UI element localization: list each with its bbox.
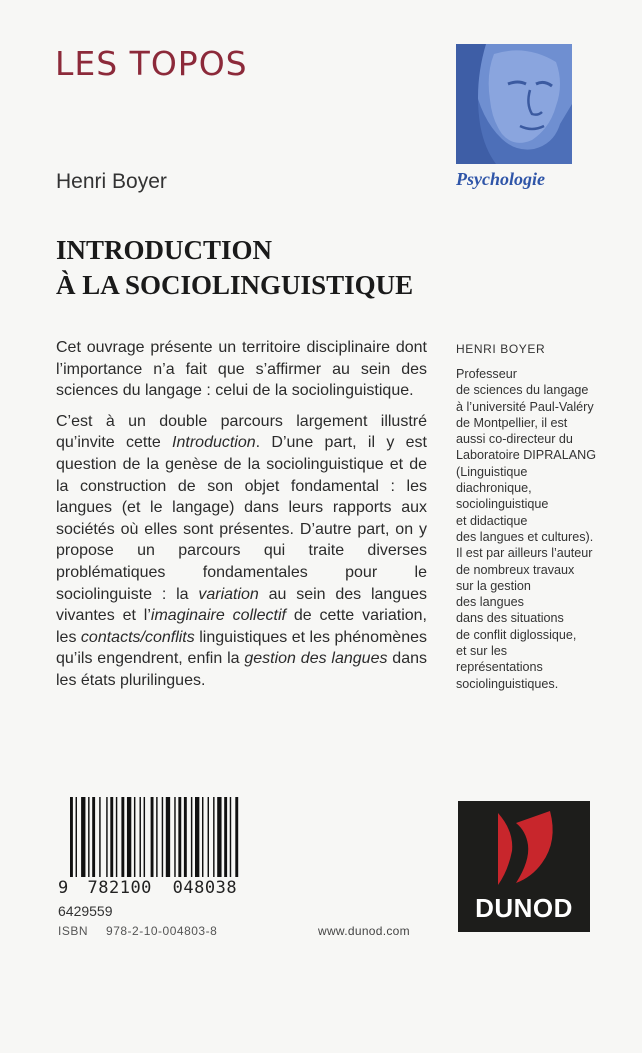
- summary-text: C’est à un double parcours largement illustré qu’invite cette: [56, 412, 427, 452]
- book-title-line-1: INTRODUCTION: [56, 235, 273, 265]
- dunod-logo-icon: [458, 801, 590, 901]
- series-title: LES TOPOS: [55, 44, 248, 83]
- summary-paragraph-1: Cet ouvrage présente un territoire disciplinaire dont l’importance n’a fait que s’affirmer au sein des sciences du langage : celui de la sociolinguistique.: [56, 339, 427, 400]
- barcode-digits-group-1: 782100: [87, 878, 152, 898]
- bio-line: aussi co-directeur du: [456, 432, 573, 447]
- bio-line: à l’université Paul-Valéry: [456, 399, 594, 414]
- isbn-label: ISBN: [58, 924, 89, 938]
- bio-line: de nombreux travaux: [456, 562, 575, 577]
- portrait-face-icon: [456, 44, 572, 164]
- author-bio: [456, 366, 596, 692]
- bio-line: de conflit diglossique,: [456, 627, 577, 642]
- summary-emphasis: imaginaire collectif: [150, 607, 286, 625]
- bio-line: des langues: [456, 595, 524, 610]
- book-title-line-2: À LA SOCIOLINGUISTIQUE: [56, 270, 414, 300]
- collection-label: Psychologie: [456, 169, 545, 189]
- summary-emphasis: contacts/conflits: [80, 628, 195, 646]
- product-code: 6429559: [58, 903, 113, 919]
- publisher-website: www.dunod.com: [318, 924, 410, 938]
- bio-line: (Linguistique: [456, 464, 528, 479]
- summary-text: de cette variation, les: [56, 607, 427, 646]
- summary-text: au sein des langues vivantes et l’: [56, 585, 427, 625]
- bio-line: Professeur: [456, 367, 517, 381]
- isbn-value: 978-2-10-004803-8: [106, 924, 218, 938]
- book-title: [56, 233, 413, 303]
- summary-text: . D’une part, il y est question de la genèse de la sociolinguistique et de la construction de son objet fondamental : les langues (et le langage) dans leurs rapports aux sociétés où elles sont présentes. D’autre part, on y propose un parcours qui traite diverses problématiques fondamentales pour le sociolinguiste : la: [56, 434, 427, 603]
- summary-emphasis: variation: [198, 585, 259, 603]
- barcode-digits-group-2: 048038: [172, 878, 238, 898]
- summary-text: linguistiques et les phénomènes qu’ils engendrent, enfin la: [56, 628, 427, 668]
- author-name: Henri Boyer: [56, 170, 167, 193]
- barcode-digits: [58, 878, 237, 898]
- bio-line: diachronique,: [456, 481, 532, 496]
- bio-line: Il est par ailleurs l’auteur: [456, 546, 593, 561]
- summary-emphasis: Introduction: [172, 434, 256, 452]
- summary-paragraph-2: [56, 411, 427, 692]
- bio-line: sociolinguistique: [456, 497, 549, 512]
- publisher-logo: [458, 801, 590, 932]
- bio-line: et sur les représentations: [456, 644, 543, 675]
- bio-line: de Montpellier, il est: [456, 415, 568, 430]
- barcode-digit-first: 9: [58, 878, 69, 898]
- bio-author-name: HENRI BOYER: [456, 342, 546, 356]
- isbn-line: [58, 924, 217, 938]
- bio-line: des langues et cultures).: [456, 529, 594, 544]
- bio-line: de sciences du langage: [456, 383, 589, 398]
- bio-line: et didactique: [456, 513, 528, 528]
- summary-emphasis: gestion des langues: [244, 650, 388, 668]
- summary-text: dans les états plurilingues.: [56, 650, 427, 689]
- book-summary: [56, 337, 427, 701]
- cover-portrait-image: [456, 44, 572, 164]
- publisher-name: DUNOD: [475, 893, 573, 923]
- bio-line: Laboratoire DIPRALANG: [456, 448, 596, 463]
- bio-line: dans des situations: [456, 611, 564, 626]
- bio-line: sociolinguistiques.: [456, 676, 559, 691]
- bio-line: sur la gestion: [456, 578, 531, 593]
